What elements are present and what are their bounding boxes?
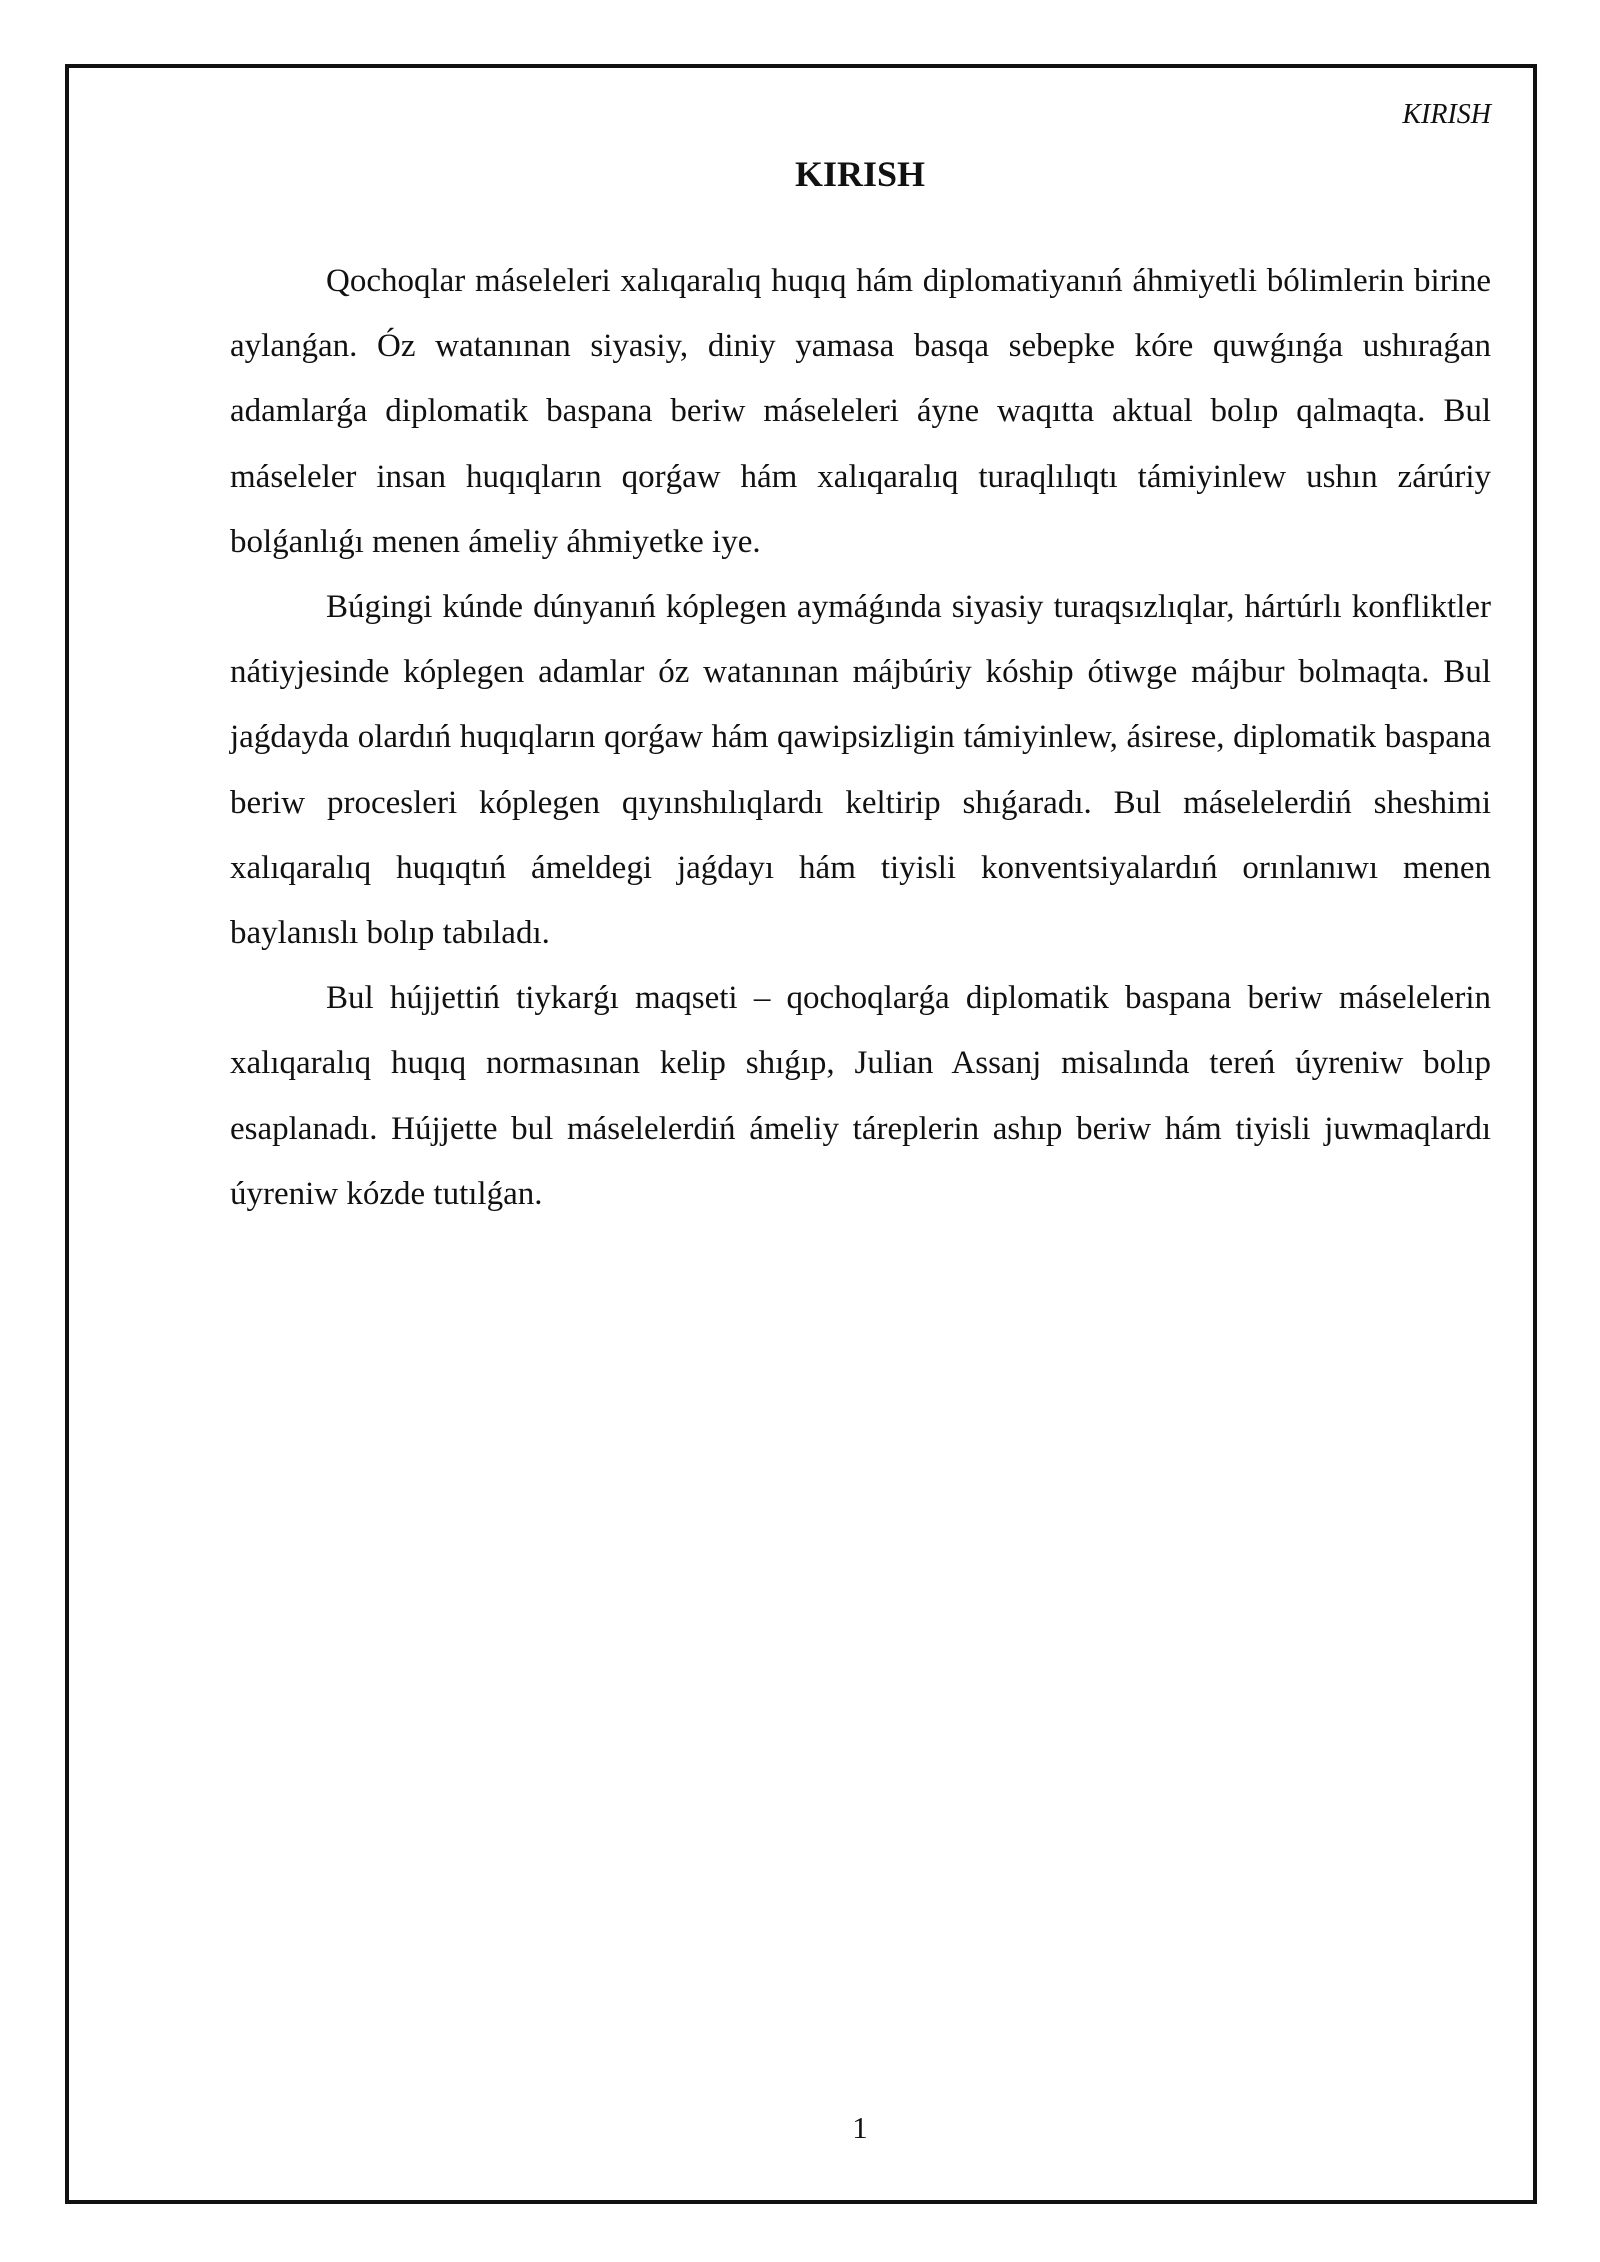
paragraph: Bul hújjettiń tiykarǵı maqseti – qochoqlarǵa diplomatik baspana beriw máselelerin xalıqaralıq huqıq normasınan kelip shıǵıp, Julian Assanj misalında tereń úyreniw bolıp esaplanadı. Hújjette bul máselelerdiń ámeliy táreplerin ashıp beriw hám tiyisli juwmaqlardı úyreniw kózde tutılǵan. [230,980,1491,1212]
paragraph: Búgingi kúnde dúnyanıń kóplegen aymáǵında siyasiy turaqsızlıqlar, hártúrlı konfliktler nátiyjesinde kóplegen adamlar óz watanınan májbúriy kóship ótiwge májbur bolmaqta. Bul jaǵdayda olardıń huqıqların qorǵaw hám qawipsizligin támiyinlew, ásirese, diplomatik baspana beriw procesleri kóplegen qıyınshılıqlardı keltirip shıǵaradı. Bul máselelerdiń sheshimi xalıqaralıq huqıqtıń ámeldegi jaǵdayı hám tiyisli konventsiyalardıń orınlanıwı menen baylanıslı bolıp tabıladı. [230,589,1491,952]
paragraph: Qochoqlar máseleleri xalıqaralıq huqıq hám diplomatiyanıń áhmiyetli bólimlerin birine aylanǵan. Óz watanınan siyasiy, diniy yamasa basqa sebepke kóre quwǵınǵa ushıraǵan adamlarǵa diplomatik baspana beriw máseleleri áyne waqıtta aktual bolıp qalmaqta. Bul máseleler insan huqıqların qorǵaw hám xalıqaralıq turaqlılıqtı támiyinlew ushın zárúriy bolǵanlıǵı menen ámeliy áhmiyetke iye. [230,263,1491,560]
page-number: 1 [852,2110,868,2145]
body-text [230,249,1491,1227]
document-title: KIRISH [794,154,926,194]
running-header: KIRISH [1402,99,1491,130]
